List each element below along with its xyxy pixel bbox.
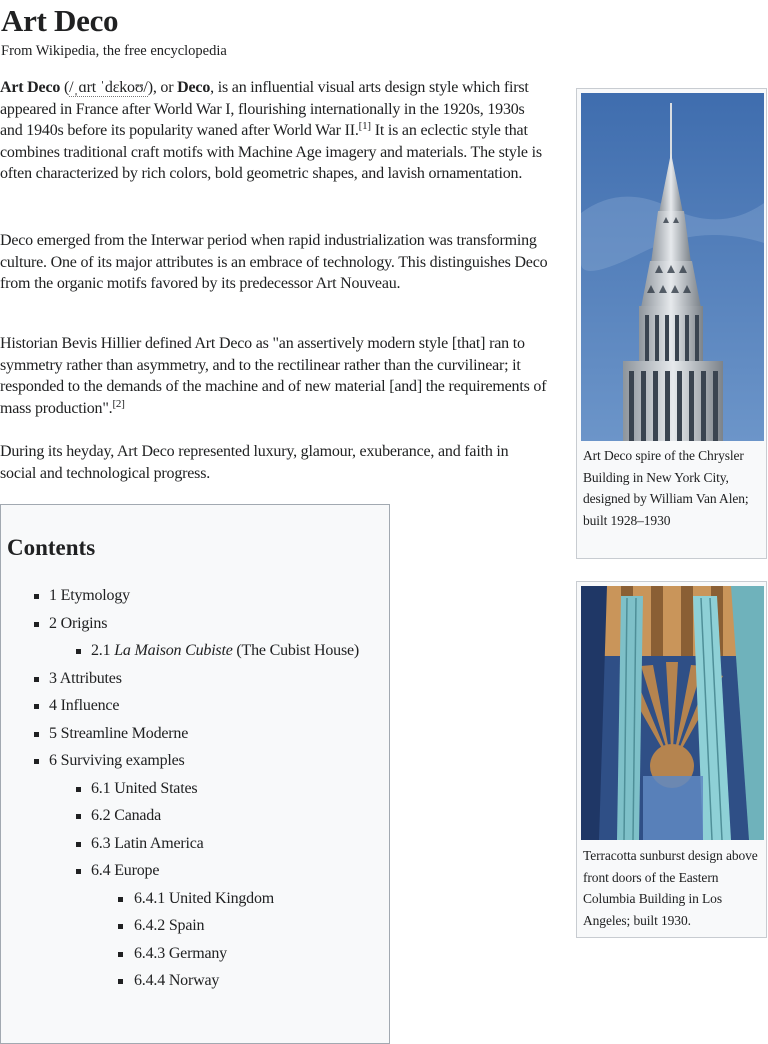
toc-item-label: Spain: [168, 917, 205, 934]
bullet-icon: [34, 677, 39, 682]
bullet-icon: [34, 622, 39, 627]
toc-item-label: Norway: [168, 972, 220, 989]
toc-item[interactable]: [1, 885, 391, 913]
intro-tail: It is an eclectic style that combines traditional craft motifs with Machine Age imagery and materials. The style is often characterized by rich colors, bold geometric shapes, and lavish ornamentation.: [0, 122, 542, 182]
ipa-pronunciation-link[interactable]: /ˌɑrt ˈdɛkoʊ/: [69, 79, 148, 96]
toc-item-number: 5: [49, 724, 57, 742]
eastern-columbia-image[interactable]: [581, 586, 764, 840]
bullet-icon: [118, 979, 123, 984]
bullet-icon: [34, 732, 39, 737]
toc-item-number: 3: [49, 669, 57, 687]
toc-item-number: 6.4.3: [134, 944, 166, 962]
toc-item-link[interactable]: [49, 610, 107, 638]
toc-item-number: 6.1: [91, 779, 111, 797]
paragraph-interwar: Deco emerged from the Interwar period when rapid industrialization was transforming culture. One of its major attributes is an embrace of technology. This distinguishes Deco from the organic motifs favored by its predecessor Art Nouveau.: [0, 232, 548, 292]
toc-item[interactable]: [1, 802, 391, 830]
figure-eastern-columbia: [576, 581, 767, 938]
toc-item-number: 4: [49, 697, 57, 714]
toc-item-link[interactable]: [49, 582, 130, 610]
toc-item[interactable]: [1, 775, 391, 803]
toc-item-link[interactable]: [49, 692, 119, 720]
figure-chrysler-caption: Art Deco spire of the Chrysler Building in New York City, designed by William Van Alen; built 1928–1930: [583, 448, 749, 528]
bullet-icon: [76, 649, 81, 654]
toc-item-number: 6.4.1: [134, 889, 166, 907]
chrysler-building-image[interactable]: [581, 93, 764, 441]
toc-item[interactable]: [1, 967, 391, 995]
bullet-icon: [118, 952, 123, 957]
toc-item-number: 6.4.4: [134, 972, 166, 989]
intro-paragraph: [0, 77, 548, 185]
toc-item-label: United Kingdom: [168, 889, 275, 907]
toc-item-label: Canada: [114, 807, 161, 824]
term-art-deco: Art Deco: [0, 79, 61, 96]
toc-item-link[interactable]: [49, 720, 188, 748]
intro-rest: , is an influential visual arts design style which first appeared in France after World War I, flourishing internationally in the 1920s, 1930s and 1940s before its popularity waned after World War II.: [0, 79, 529, 139]
paragraph-heyday: During its heyday, Art Deco represented luxury, glamour, exuberance, and faith in social and technological progress.: [0, 443, 509, 482]
toc-item-number: 6.3: [91, 834, 111, 852]
bullet-icon: [76, 814, 81, 819]
figure-eastern-columbia-caption: Terracotta sunburst design above front doors of the Eastern Columbia Building in Los Angeles; built 1930.: [583, 848, 758, 928]
toc-item-number: 1: [49, 587, 57, 604]
bullet-icon: [34, 704, 39, 709]
toc-item-label: Streamline Moderne: [60, 724, 189, 742]
toc-item-label: Europe: [114, 862, 160, 879]
toc-item-link[interactable]: [134, 912, 204, 940]
toc-item-number: 6.4.2: [134, 917, 166, 934]
toc-item-number: 6.2: [91, 807, 111, 824]
toc-item-number: 6: [49, 752, 57, 769]
bullet-icon: [118, 924, 123, 929]
toc-list: [1, 582, 391, 995]
toc-item-number: 6.4: [91, 862, 111, 879]
bullet-icon: [76, 787, 81, 792]
toc-item[interactable]: [1, 830, 391, 858]
toc-item[interactable]: [1, 857, 391, 885]
page-title: Art Deco: [1, 3, 119, 38]
bullet-icon: [34, 594, 39, 599]
paragraph-hillier: [0, 333, 548, 419]
toc-item[interactable]: [1, 610, 391, 638]
toc-item-link[interactable]: [91, 802, 161, 830]
toc-item[interactable]: [1, 582, 391, 610]
toc-item[interactable]: [1, 637, 391, 665]
toc-item[interactable]: [1, 940, 391, 968]
toc-item[interactable]: [1, 912, 391, 940]
figure-chrysler: [576, 88, 767, 559]
toc-item-label-italic: La Maison Cubiste: [114, 642, 233, 659]
toc-item-link[interactable]: [49, 747, 185, 775]
bullet-icon: [118, 897, 123, 902]
intro-paren-open: (: [60, 79, 70, 96]
toc-item-link[interactable]: [134, 967, 219, 995]
toc-item-link[interactable]: [49, 665, 122, 693]
toc-item-label: (The Cubist House): [232, 642, 360, 659]
toc-item-label: Attributes: [59, 669, 122, 687]
reference-2-link[interactable]: [2]: [112, 397, 125, 410]
toc-item-link[interactable]: [91, 775, 197, 803]
term-deco: Deco: [177, 79, 211, 96]
toc-item-link[interactable]: [134, 885, 274, 913]
toc-item[interactable]: [1, 720, 391, 748]
toc-item-link[interactable]: [134, 940, 227, 968]
toc-item-link[interactable]: [91, 857, 159, 885]
reference-1-link[interactable]: [1]: [358, 120, 371, 132]
toc-item-label: Surviving examples: [60, 752, 185, 769]
toc-item-number: 2.1: [91, 642, 111, 659]
toc-item[interactable]: [1, 692, 391, 720]
toc-item-label: Etymology: [60, 587, 130, 604]
table-of-contents: [0, 504, 390, 1044]
bullet-icon: [34, 759, 39, 764]
toc-item[interactable]: [1, 665, 391, 693]
toc-item-label: Latin America: [114, 834, 204, 852]
toc-item-label: Germany: [168, 944, 227, 962]
page-subtitle: From Wikipedia, the free encyclopedia: [1, 43, 227, 59]
toc-item-link[interactable]: [91, 637, 359, 665]
toc-item-link[interactable]: [91, 830, 204, 858]
toc-title: Contents: [7, 535, 96, 560]
toc-item-label: Influence: [60, 697, 120, 714]
bullet-icon: [76, 869, 81, 874]
paragraph-hillier-text: Historian Bevis Hillier defined Art Deco as "an assertively modern style [that] ran to symmetry rather than asymmetry, and to the rectilinear rather than the curvilinear; it responded to the demands of the machine and of new material [and] the requirements of mass production".: [0, 335, 547, 417]
bullet-icon: [76, 842, 81, 847]
toc-item-number: 2: [49, 614, 57, 632]
toc-item[interactable]: [1, 747, 391, 775]
intro-mid: ), or: [147, 79, 178, 96]
toc-item-label: Origins: [60, 614, 108, 632]
toc-item-label: United States: [114, 779, 198, 797]
